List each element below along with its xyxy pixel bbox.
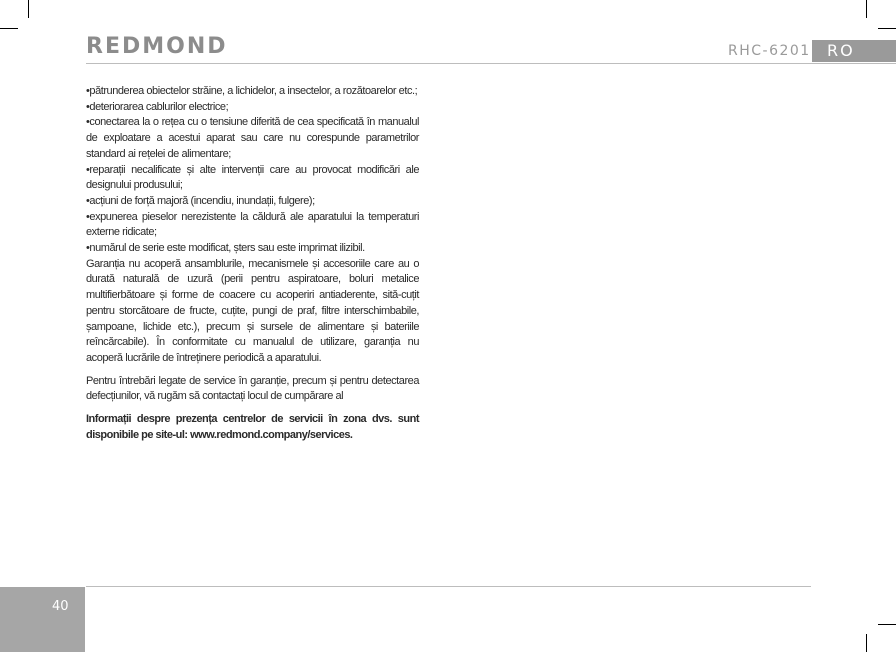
brand-logo: REDMOND — [86, 34, 228, 59]
paragraph-exclusions: Garanția nu acoperă ansamblurile, mecanismele și accesoriile care au o durată naturală de uzură (perii pentru aspiratoare, boluri metalice multifierbătoare și forme de coacere cu acoperiri antiaderente, sită-cuțit pentru storcătoare de fructe, cuțite, pungi de praf, filtre interschimbabile, șampoane, lichide etc.), precum și sursele de alimentare și bateriile reîncărcabile). În conformitate cu manualul de utilizare, garanția nu acoperă lucrările de întreținere periodică a aparatului. — [86, 257, 419, 364]
list-item: •conectarea la o rețea cu o tensiune diferită de cea specificată în manualul de exploatare a acestui aparat sau care nu corespunde parametrilor standard ai rețelei de alimentare; — [86, 116, 419, 160]
page-number: 40 — [52, 599, 69, 614]
page-number-box — [0, 587, 85, 652]
crop-mark — [866, 634, 867, 652]
warranty-text — [86, 84, 419, 443]
list-item: •reparații necalificate și alte intervenții care au provocat modificări ale designului produsului; — [86, 163, 419, 192]
model-number: RHC-6201 — [728, 43, 811, 59]
list-item: •acțiuni de forță majoră (incendiu, inundații, fulgere); — [86, 194, 315, 207]
crop-mark — [28, 0, 29, 18]
footer-divider — [86, 586, 811, 587]
crop-mark — [866, 0, 867, 18]
list-item: •numărul de serie este modificat, șters sau este imprimat ilizibil. — [86, 242, 365, 255]
crop-mark — [878, 28, 896, 29]
crop-mark — [0, 28, 18, 29]
paragraph-service-centers: Informații despre prezența centrelor de servicii în zona dvs. sunt disponibile pe site-ul: www.redmond.company/services. — [86, 413, 419, 441]
header-divider — [86, 63, 896, 64]
crop-mark — [878, 624, 896, 625]
list-item: •expunerea pieselor nerezistente la căldură ale aparatului la temperaturi externe ridicate; — [86, 210, 419, 239]
language-label: RO — [827, 41, 855, 60]
language-tab — [812, 40, 896, 62]
paragraph-service-contact: Pentru întrebări legate de service în garanție, precum și pentru detectarea defecțiunilor, vă rugăm să contactați locul de cumpărare al — [86, 374, 419, 403]
list-item: •deteriorarea cablurilor electrice; — [86, 100, 229, 113]
list-item: •pătrunderea obiectelor străine, a lichidelor, a insectelor, a rozătoarelor etc.; — [86, 85, 418, 97]
